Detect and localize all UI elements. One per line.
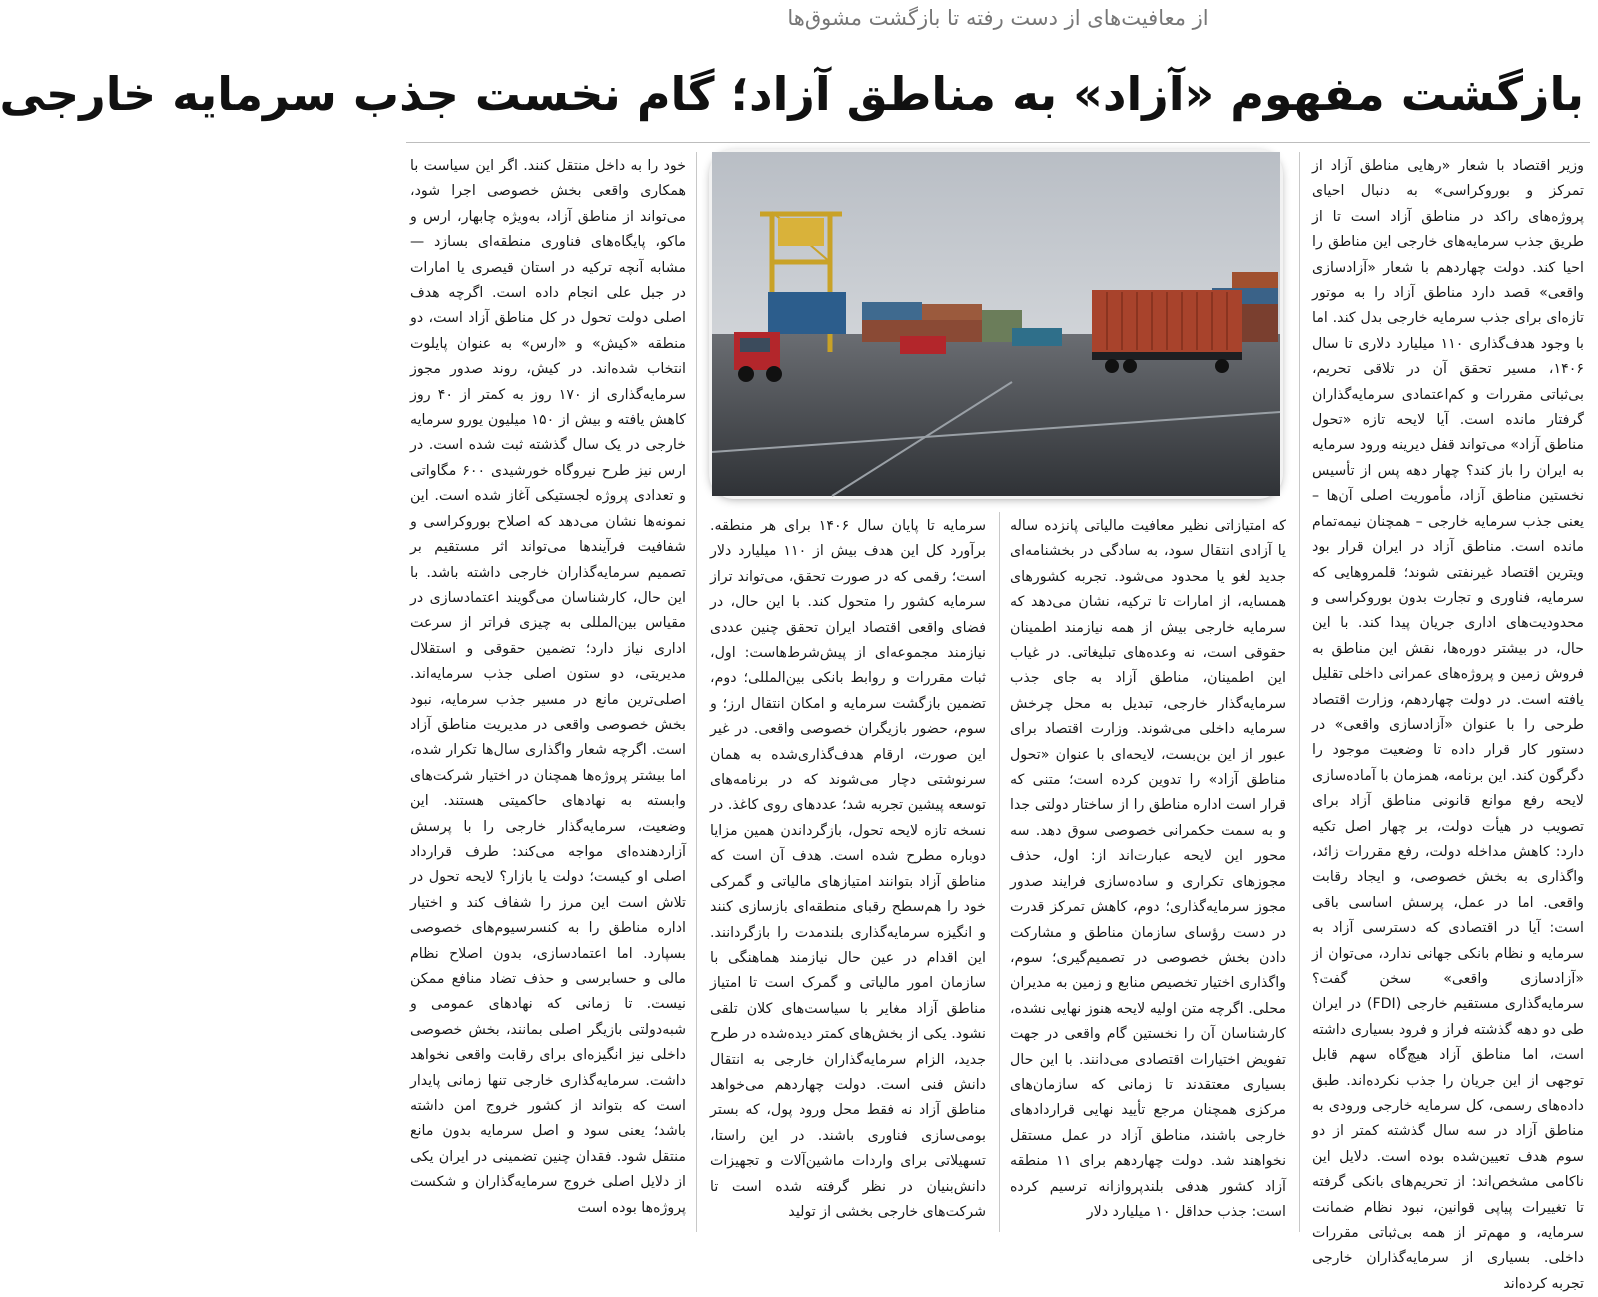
blue-container xyxy=(768,292,846,334)
article-column-4 xyxy=(410,154,686,1234)
column-divider xyxy=(696,152,697,1232)
headline: بازگشت مفهوم «آزاد» به مناطق آزاد؛ گام نخست جذب سرمایه خارجی xyxy=(0,67,1584,121)
headline-rule xyxy=(406,142,1590,143)
article-column-2 xyxy=(1010,514,1286,1234)
column-2-text: که امتیازاتی نظیر معافیت مالیاتی پانزده ساله یا آزادی انتقال سود، به سادگی در بخشنامه‌ای جدید لغو یا محدود می‌شود. تجربه کشورهای همسایه، از امارات تا ترکیه، نشان می‌دهد که سرمایه خارجی بیش از همه نیازمند اطمینان حقوقی است، نه وعده‌های تبلیغاتی. در غیاب این اطمینان، مناطق آزاد به جای جذب سرمایه‌گذار خارجی، تبدیل به محل چرخش سرمایه داخلی می‌شوند. وزارت اقتصاد برای عبور از این بن‌بست، لایحه‌ای با عنوان «تحول مناطق آزاد» را تدوین کرده است؛ متنی که قرار است اداره مناطق را از ساختار دولتی جدا و به سمت حکمرانی خصوصی سوق دهد. سه محور این لایحه عبارت‌اند از: اول، حذف مجوزهای تکراری و ساده‌سازی فرایند صدور مجوز سرمایه‌گذاری؛ دوم، کاهش تمرکز قدرت در دست رؤسای سازمان مناطق و مشارکت دادن بخش خصوصی در تصمیم‌گیری؛ سوم، واگذاری اختیار تخصیص منابع و زمین به مدیران محلی. اگرچه متن اولیه لایحه هنوز نهایی نشده، کارشناسان آن را نخستین گام واقعی در جهت تفویض اختیارات اقتصادی می‌دانند. با این حال بسیاری معتقدند تا زمانی که سازمان‌های مرکزی همچنان مرجع تأیید نهایی قراردادهای خارجی باشند، مناطق آزاد در عمل مستقل نخواهند شد. دولت چهاردهم برای ۱۱ منطقه آزاد کشور هدفی بلندپروازانه ترسیم کرده است: جذب حداقل ۱۰ میلیارد دلار xyxy=(1010,518,1287,1220)
column-1-text: وزیر اقتصاد با شعار «رهایی مناطق آزاد از تمرکز و بوروکراسی» به دنبال احیای پروژه‌های راکد در مناطق آزاد است تا از طریق جذب سرمایه‌های خارجی این مناطق را احیا کند. دولت چهاردهم با شعار «آزادسازی واقعی» قصد دارد مناطق آزاد را به موتور تازه‌ای برای جذب سرمایه خارجی بدل کند. اما با وجود هدف‌گذاری ۱۱۰ میلیارد دلاری تا سال ۱۴۰۶، مسیر تحقق آن در تلاقی تحریم، بی‌ثباتی مقررات و کم‌اعتمادی سرمایه‌گذاران گرفتار مانده است. آیا لایحه تازه «تحول مناطق آزاد» می‌تواند قفل دیرینه ورود سرمایه به ایران را باز کند؟ چهار دهه پس از تأسیس نخستین مناطق آزاد، مأموریت اصلی آن‌ها – یعنی جذب سرمایه خارجی – همچنان نیمه‌تمام مانده است. مناطق آزاد در ایران قرار بود ویترین اقتصاد غیرنفتی شوند؛ قلمروهایی که سرمایه، فناوری و تجارت بدون بوروکراسی و محدودیت‌های اداری جریان پیدا کند. با این حال، در بیشتر دوره‌ها، نقش این مناطق به فروش زمین و پروژه‌های عمرانی داخلی تقلیل یافته است. در دولت چهاردهم، وزارت اقتصاد طرحی را با عنوان «آزادسازی واقعی» در دستور کار قرار داده تا وضعیت موجود را دگرگون کند. این برنامه، همزمان با آماده‌سازی لایحه رفع موانع قانونی مناطق آزاد برای تصویب در هیأت دولت، بر چهار اصل تکیه دارد: کاهش مداخله دولت، رفع مقررات زائد، واگذاری به بخش خصوصی، و ایجاد رقابت واقعی. اما در عمل، پرسش اساسی باقی است: آیا در اقتصادی که دسترسی آزاد به سرمایه و نظام بانکی جهانی ندارد، می‌توان از «آزادسازی واقعی» سخن گفت؟ سرمایه‌گذاری مستقیم خارجی (FDI) در ایران طی دو دهه گذشته فراز و فرود بسیاری داشته است، اما مناطق آزاد هیچ‌گاه سهم قابل توجهی از این جریان را جذب نکرده‌اند. طبق داده‌های رسمی، کل سرمایه خارجی ورودی به مناطق آزاد در سه سال گذشته کمتر از دو سوم هدف تعیین‌شده بوده است. دلایل این ناکامی مشخص‌اند: از تحریم‌های بانکی گرفته تا تغییرات پیاپی قوانین، نبود نظام ضمانت سرمایه، و مهم‌تر از همه بی‌ثباتی مقررات داخلی. بسیاری از سرمایه‌گذاران خارجی تجربه کرده‌اند xyxy=(1312,158,1584,1292)
crane-cab xyxy=(778,218,824,246)
column-divider xyxy=(999,512,1000,1232)
kicker: از معافیت‌های از دست رفته تا بازگشت مشوق‌ها xyxy=(787,6,1209,30)
article-column-3 xyxy=(710,514,986,1234)
article-column-1 xyxy=(1312,154,1584,1292)
port-containers-image xyxy=(712,152,1280,496)
column-4-text: خود را به داخل منتقل کنند. اگر این سیاست با همکاری واقعی بخش خصوصی اجرا شود، می‌تواند از مناطق آزاد، به‌ویژه چابهار، ارس و ماکو، پایگاه‌های فناوری منطقه‌ای بسازد — مشابه آنچه ترکیه در استان قیصری یا امارات در جبل علی انجام داده است. اگرچه هدف اصلی دولت تحول در کل مناطق آزاد است، دو منطقه «کیش» و «ارس» به عنوان پایلوت انتخاب شده‌اند. در کیش، روند صدور مجوز سرمایه‌گذاری از ۱۷۰ روز به کمتر از ۴۰ روز کاهش یافته و بیش از ۱۵۰ میلیون یورو سرمایه خارجی در یک سال گذشته ثبت شده است. در ارس نیز طرح نیروگاه خورشیدی ۶۰۰ مگاواتی و تعدادی پروژه لجستیکی آغاز شده است. این نمونه‌ها نشان می‌دهد که اصلاح بوروکراسی و شفافیت فرآیندها می‌تواند اثر مستقیم بر تصمیم سرمایه‌گذاران خارجی داشته باشد. با این حال، کارشناسان می‌گویند اعتمادسازی در مقیاس بین‌المللی به چیزی فراتر از سرعت اداری نیاز دارد؛ تضمین حقوقی و استقلال مدیریتی، دو ستون اصلی جذب سرمایه‌اند. اصلی‌ترین مانع در مسیر جذب سرمایه، نبود بخش خصوصی واقعی در مدیریت مناطق آزاد است. اگرچه شعار واگذاری سال‌ها تکرار شده، اما بیشتر پروژه‌ها همچنان در اختیار شرکت‌های وابسته به نهادهای حاکمیتی هستند. این وضعیت، سرمایه‌گذار خارجی را با پرسش آزاردهنده‌ای مواجه می‌کند: طرف قرارداد اصلی او کیست؛ دولت یا بازار؟ لایحه تحول در تلاش است این مرز را شفاف کند و اختیار اداره مناطق را به کنسرسیوم‌های خصوصی بسپارد. اما اعتمادسازی، بدون اصلاح نظام مالی و حسابرسی و حذف تضاد منافع ممکن نیست. تا زمانی که نهادهای عمومی و شبه‌دولتی بازیگر اصلی بمانند، بخش خصوصی داخلی نیز انگیزه‌ای برای رقابت واقعی نخواهد داشت. سرمایه‌گذاری خارجی تنها زمانی پایدار است که بتواند از کشور خروج امن داشته باشد؛ یعنی سود و اصل سرمایه بدون مانع منتقل شود. فقدان چنین تضمینی در ایران یکی از دلایل اصلی خروج سرمایه‌گذاران و شکست پروژه‌ها بوده است xyxy=(410,158,686,1216)
article-photo xyxy=(712,152,1280,496)
small-red-container xyxy=(900,336,946,354)
column-divider xyxy=(1299,152,1300,1232)
small-teal-container xyxy=(1012,328,1062,346)
column-3-text: سرمایه تا پایان سال ۱۴۰۶ برای هر منطقه. برآورد کل این هدف بیش از ۱۱۰ میلیارد دلار است؛ رقمی که در صورت تحقق، می‌تواند تراز سرمایه کشور را متحول کند. با این حال، در فضای واقعی اقتصاد ایران تحقق چنین عددی نیازمند مجموعه‌ای از پیش‌شرط‌هاست: اول، ثبات مقررات و روابط بانکی بین‌المللی؛ دوم، تضمین بازگشت سرمایه و امکان انتقال ارز؛ و سوم، حضور بازیگران خصوصی واقعی. در غیر این صورت، ارقام هدف‌گذاری‌شده به همان سرنوشتی دچار می‌شوند که در برنامه‌های توسعه پیشین تجربه شد؛ عددهای روی کاغذ. در نسخه تازه لایحه تحول، بازگرداندن همین مزایا دوباره مطرح شده است. هدف آن است که مناطق آزاد بتوانند امتیازهای مالیاتی و گمرکی خود را هم‌سطح رقبای منطقه‌ای بازسازی کنند و انگیزه سرمایه‌گذاری بلندمدت را بازگردانند. این اقدام در عین حال نیازمند هماهنگی با سازمان امور مالیاتی و گمرک است تا امتیاز مناطق آزاد مغایر با سیاست‌های کلان تلقی نشود. یکی از بخش‌های کمتر دیده‌شده در طرح جدید، الزام سرمایه‌گذاران خارجی به انتقال دانش فنی است. دولت چهاردهم می‌خواهد مناطق آزاد نه فقط محل ورود پول، که بستر بومی‌سازی فناوری باشند. در این راستا، تسهیلاتی برای واردات ماشین‌آلات و تجهیزات دانش‌بنیان در نظر گرفته شده است تا شرکت‌های خارجی بخشی از تولید xyxy=(710,518,986,1220)
